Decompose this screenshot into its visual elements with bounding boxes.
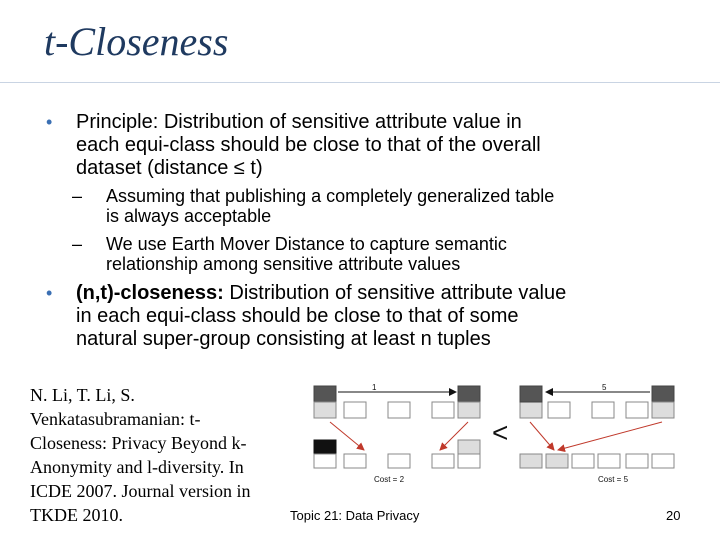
- bin-light: [652, 402, 674, 418]
- bin-light: [314, 402, 336, 418]
- bin-dark: [520, 386, 542, 402]
- bin-empty: [344, 454, 366, 468]
- slide-title: t-Closeness: [44, 19, 229, 64]
- arrow-label: 1: [372, 383, 377, 392]
- bullet-line: dataset (distance ≤ t): [76, 157, 263, 179]
- subbullet-line: We use Earth Mover Distance to capture semantic: [106, 234, 507, 254]
- bin-light: [520, 454, 542, 468]
- red-arrow: [558, 422, 662, 450]
- bin-empty: [432, 402, 454, 418]
- subbullet-line: is always acceptable: [106, 206, 272, 226]
- title-divider: [0, 82, 720, 83]
- dash-marker: –: [72, 186, 83, 206]
- bin-empty: [598, 454, 620, 468]
- bin-dark: [652, 386, 674, 402]
- bin-light: [546, 454, 568, 468]
- bullet-line-first: [76, 282, 696, 305]
- bullet-line: Principle: Distribution of sensitive attribute value in: [76, 111, 522, 133]
- comparison-symbol: <: [492, 417, 509, 448]
- citation-line: Venkatasubramanian: t-: [30, 409, 201, 429]
- bin-empty: [652, 454, 674, 468]
- cost-label-right: Cost = 5: [598, 475, 629, 484]
- bullet-line: Distribution of sensitive attribute value: [223, 282, 567, 304]
- bullet-line: natural super-group consisting at least n tuples: [76, 328, 491, 350]
- footer-topic: Topic 21: Data Privacy: [290, 508, 420, 523]
- bin-empty: [458, 454, 480, 468]
- bin-empty: [548, 402, 570, 418]
- bin-empty: [388, 454, 410, 468]
- bin-black: [314, 440, 336, 454]
- bin-empty: [572, 454, 594, 468]
- page-number: 20: [666, 508, 681, 523]
- bin-empty: [626, 454, 648, 468]
- citation: [30, 383, 290, 527]
- citation-line: N. Li, T. Li, S.: [30, 385, 135, 405]
- bullet-marker: •: [46, 283, 53, 303]
- bin-dark: [458, 386, 480, 402]
- bin-light: [314, 454, 336, 468]
- citation-line: Closeness: Privacy Beyond k-: [30, 433, 247, 453]
- arrow-label: 5: [602, 383, 607, 392]
- subbullet-line: Assuming that publishing a completely generalized table: [106, 186, 555, 206]
- bin-empty: [592, 402, 614, 418]
- red-arrow: [530, 422, 554, 450]
- bin-light: [520, 402, 542, 418]
- bullet-marker: •: [46, 112, 53, 132]
- bin-light: [458, 440, 480, 454]
- dash-marker: –: [72, 234, 83, 254]
- bullet-line: in each equi-class should be close to that of some: [76, 305, 519, 327]
- citation-line: Anonymity and l-diversity. In: [30, 457, 244, 477]
- earth-mover-distance-diagram: [308, 378, 688, 490]
- bin-empty: [626, 402, 648, 418]
- bullet-line: each equi-class should be close to that of the overall: [76, 134, 541, 156]
- bin-dark: [314, 386, 336, 402]
- bin-light: [458, 402, 480, 418]
- citation-line: ICDE 2007. Journal version in: [30, 481, 251, 501]
- bold-term: (n,t)-closeness:: [76, 282, 224, 304]
- bin-empty: [388, 402, 410, 418]
- cost-label-left: Cost = 2: [374, 475, 405, 484]
- subbullet-line: relationship among sensitive attribute values: [106, 254, 461, 274]
- citation-line: TKDE 2010.: [30, 505, 123, 525]
- bin-empty: [432, 454, 454, 468]
- bin-empty: [344, 402, 366, 418]
